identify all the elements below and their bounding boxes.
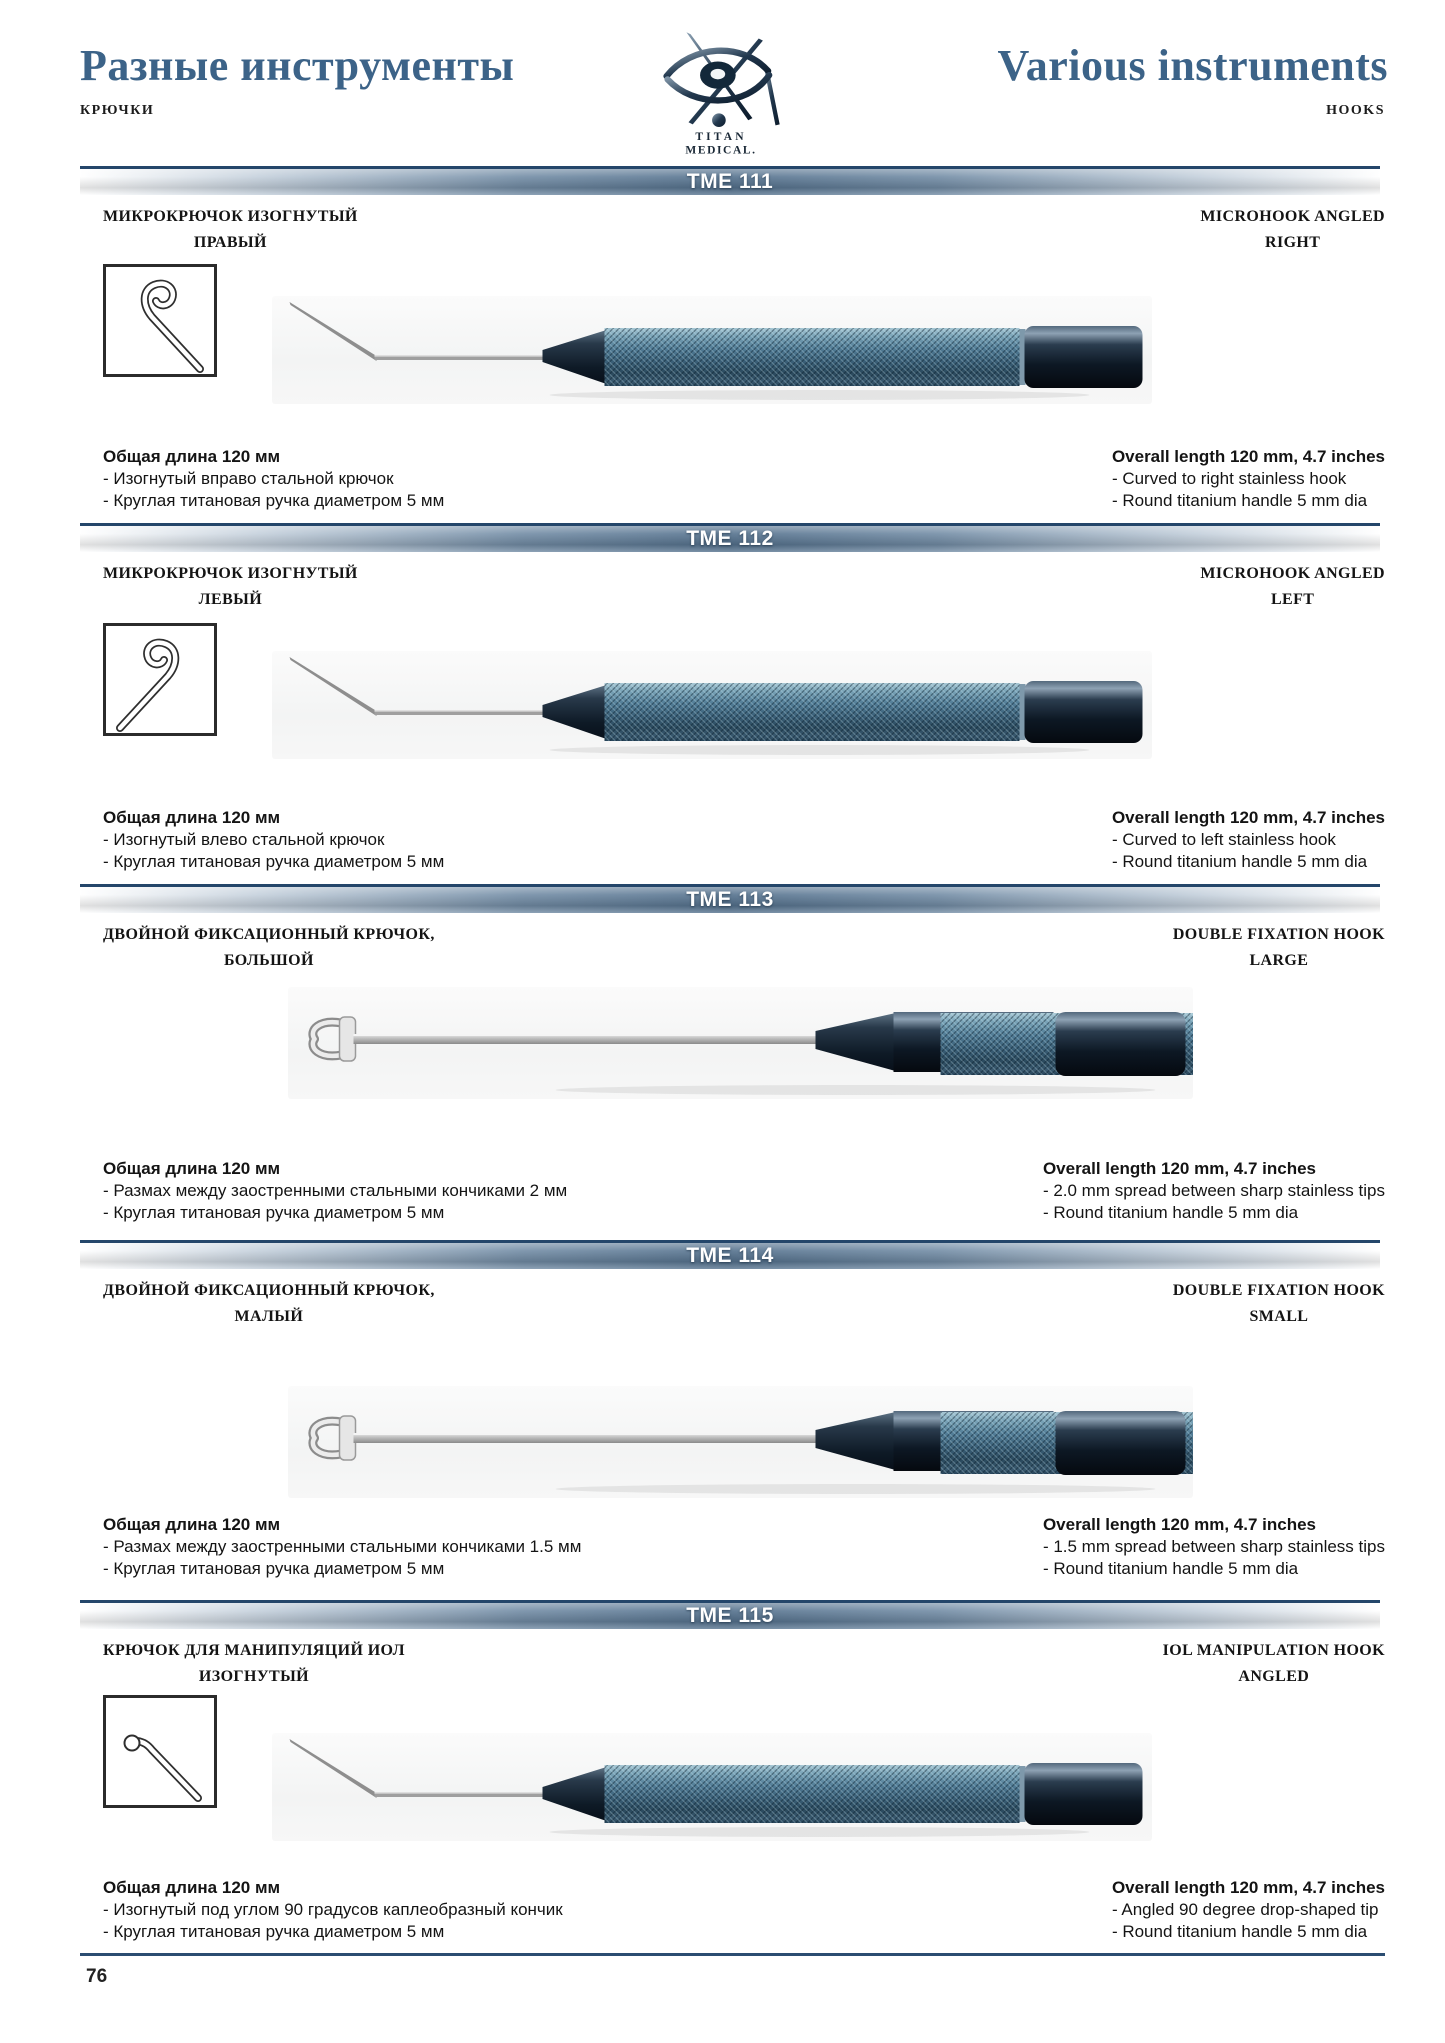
spec-line: - Размах между заостренными стальными кончиками 2 мм	[103, 1181, 568, 1200]
spec-heading: Overall length 120 mm, 4.7 inches	[1111, 1878, 1385, 1897]
product-name-russian	[103, 561, 358, 613]
product-name-ru-line2: ИЗОГНУТЫЙ	[198, 1668, 310, 1685]
instrument-photo-double-fork	[288, 987, 1193, 1099]
specs-english	[1043, 1514, 1385, 1580]
product-name-en-line2: SMALL	[1249, 1308, 1309, 1325]
specs-english	[1112, 807, 1385, 873]
product-code-bar	[80, 1600, 1380, 1629]
titan-medical-eye-icon	[655, 28, 787, 160]
product-code-bar	[80, 1240, 1380, 1269]
spec-line: - Round titanium handle 5 mm dia	[1111, 491, 1368, 510]
product-name-en-line2: RIGHT	[1265, 234, 1321, 251]
product-section-tme-112	[0, 523, 1445, 884]
product-name-russian	[103, 204, 358, 256]
spec-line: - Круглая титановая ручка диаметром 5 мм	[103, 1203, 445, 1222]
spec-line: - Изогнутый под углом 90 градусов каплеобразный кончик	[103, 1900, 563, 1919]
product-name-en-line1: MICROHOOK ANGLED	[1200, 208, 1385, 225]
product-name-ru-line1: ДВОЙНОЙ ФИКСАЦИОННЫЙ КРЮЧОК,	[103, 1282, 435, 1299]
spec-line: - Curved to left stainless hook	[1111, 830, 1336, 849]
spec-line: - Круглая титановая ручка диаметром 5 мм	[103, 1559, 445, 1578]
product-code: TME 112	[686, 527, 774, 550]
spec-line: - Размах между заостренными стальными кончиками 1.5 мм	[103, 1537, 582, 1556]
page-title-english: Various instruments	[997, 41, 1388, 90]
specs-english	[1043, 1158, 1385, 1224]
specs-russian	[103, 446, 444, 512]
product-section-tme-113	[0, 884, 1445, 1240]
product-section-tme-114	[0, 1240, 1445, 1600]
spec-line: - Круглая титановая ручка диаметром 5 мм	[103, 852, 445, 871]
logo-text-medical: MEDICAL.	[685, 144, 757, 157]
spec-heading: Общая длина 120 мм	[103, 808, 281, 827]
product-name-ru-line1: МИКРОКРЮЧОК ИЗОГНУТЫЙ	[103, 565, 358, 582]
product-name-ru-line2: ЛЕВЫЙ	[198, 591, 263, 608]
hook-curved-right-drawing-icon	[103, 264, 217, 377]
instrument-photo-angled-needle	[272, 296, 1152, 404]
page-subtitle-russian: КРЮЧКИ	[80, 103, 155, 118]
product-name-en-line2: ANGLED	[1238, 1668, 1310, 1685]
specs-russian	[103, 1877, 563, 1943]
instrument-photo-double-fork	[288, 1386, 1193, 1498]
spec-line: - Изогнутый влево стальной крючок	[103, 830, 385, 849]
spec-line: - Round titanium handle 5 mm dia	[1042, 1203, 1299, 1222]
product-name-ru-line2: МАЛЫЙ	[234, 1308, 304, 1325]
specs-russian	[103, 1158, 567, 1224]
product-name-english	[1200, 561, 1385, 613]
product-name-ru-line2: ПРАВЫЙ	[193, 234, 267, 251]
logo-text-titan: TITAN	[695, 131, 747, 144]
product-name-ru-line1: ДВОЙНОЙ ФИКСАЦИОННЫЙ КРЮЧОК,	[103, 926, 435, 943]
product-name-ru-line2: БОЛЬШОЙ	[223, 952, 314, 969]
page-subtitle-english: HOOKS	[1326, 103, 1385, 118]
product-name-en-line2: LARGE	[1249, 952, 1309, 969]
spec-heading: Общая длина 120 мм	[103, 1515, 281, 1534]
product-name-ru-line1: КРЮЧОК ДЛЯ МАНИПУЛЯЦИЙ ИОЛ	[103, 1642, 405, 1659]
spec-line: - Round titanium handle 5 mm dia	[1111, 852, 1368, 871]
product-code-bar	[80, 523, 1380, 552]
product-name-en-line2: LEFT	[1270, 591, 1315, 608]
product-code: TME 114	[686, 1244, 774, 1267]
instrument-photo-angled-needle	[272, 1733, 1152, 1841]
product-code: TME 111	[686, 170, 774, 193]
spec-heading: Общая длина 120 мм	[103, 1159, 281, 1178]
product-code-bar	[80, 884, 1380, 913]
product-name-english	[1173, 1278, 1385, 1330]
spec-line: - Curved to right stainless hook	[1111, 469, 1347, 488]
spec-line: - Круглая титановая ручка диаметром 5 мм	[103, 1922, 445, 1941]
specs-russian	[103, 807, 444, 873]
product-name-en-line1: DOUBLE FIXATION HOOK	[1172, 1282, 1385, 1299]
product-name-ru-line1: МИКРОКРЮЧОК ИЗОГНУТЫЙ	[103, 208, 358, 225]
spec-heading: Общая длина 120 мм	[103, 447, 281, 466]
product-name-en-line1: IOL MANIPULATION HOOK	[1162, 1642, 1385, 1659]
angled-drop-tip-hook-drawing-icon	[103, 1695, 217, 1808]
product-name-english	[1200, 204, 1385, 256]
product-code: TME 113	[686, 888, 774, 911]
spec-heading: Overall length 120 mm, 4.7 inches	[1111, 808, 1385, 827]
product-name-russian	[103, 1278, 435, 1330]
spec-line: - Изогнутый вправо стальной крючок	[103, 469, 394, 488]
product-name-en-line1: MICROHOOK ANGLED	[1200, 565, 1385, 582]
spec-heading: Общая длина 120 мм	[103, 1878, 281, 1897]
specs-english	[1112, 446, 1385, 512]
product-section-tme-111	[0, 166, 1445, 523]
product-code-bar	[80, 166, 1380, 195]
spec-heading: Overall length 120 mm, 4.7 inches	[1042, 1515, 1316, 1534]
spec-line: - Round titanium handle 5 mm dia	[1042, 1559, 1299, 1578]
instrument-photo-angled-needle	[272, 651, 1152, 759]
product-name-russian	[103, 1638, 405, 1690]
spec-line: - 1.5 mm spread between sharp stainless tips	[1042, 1537, 1385, 1556]
spec-heading: Overall length 120 mm, 4.7 inches	[1042, 1159, 1316, 1178]
page-title-russian: Разные инструменты	[80, 41, 515, 90]
hook-curved-left-drawing-icon	[103, 623, 217, 736]
product-name-english	[1163, 1638, 1385, 1690]
spec-line: - Round titanium handle 5 mm dia	[1111, 1922, 1368, 1941]
spec-line: - 2.0 mm spread between sharp stainless tips	[1042, 1181, 1385, 1200]
spec-line: - Круглая титановая ручка диаметром 5 мм	[103, 491, 445, 510]
titan-medical-logo	[655, 28, 787, 160]
spec-line: - Angled 90 degree drop-shaped tip	[1111, 1900, 1379, 1919]
product-name-english	[1173, 922, 1385, 974]
product-name-russian	[103, 922, 435, 974]
footer-rule	[80, 1953, 1385, 1956]
page-number: 76	[86, 1966, 108, 1987]
specs-russian	[103, 1514, 581, 1580]
specs-english	[1112, 1877, 1385, 1943]
spec-heading: Overall length 120 mm, 4.7 inches	[1111, 447, 1385, 466]
product-code: TME 115	[686, 1604, 774, 1627]
product-section-tme-115	[0, 1600, 1445, 1955]
product-name-en-line1: DOUBLE FIXATION HOOK	[1172, 926, 1385, 943]
